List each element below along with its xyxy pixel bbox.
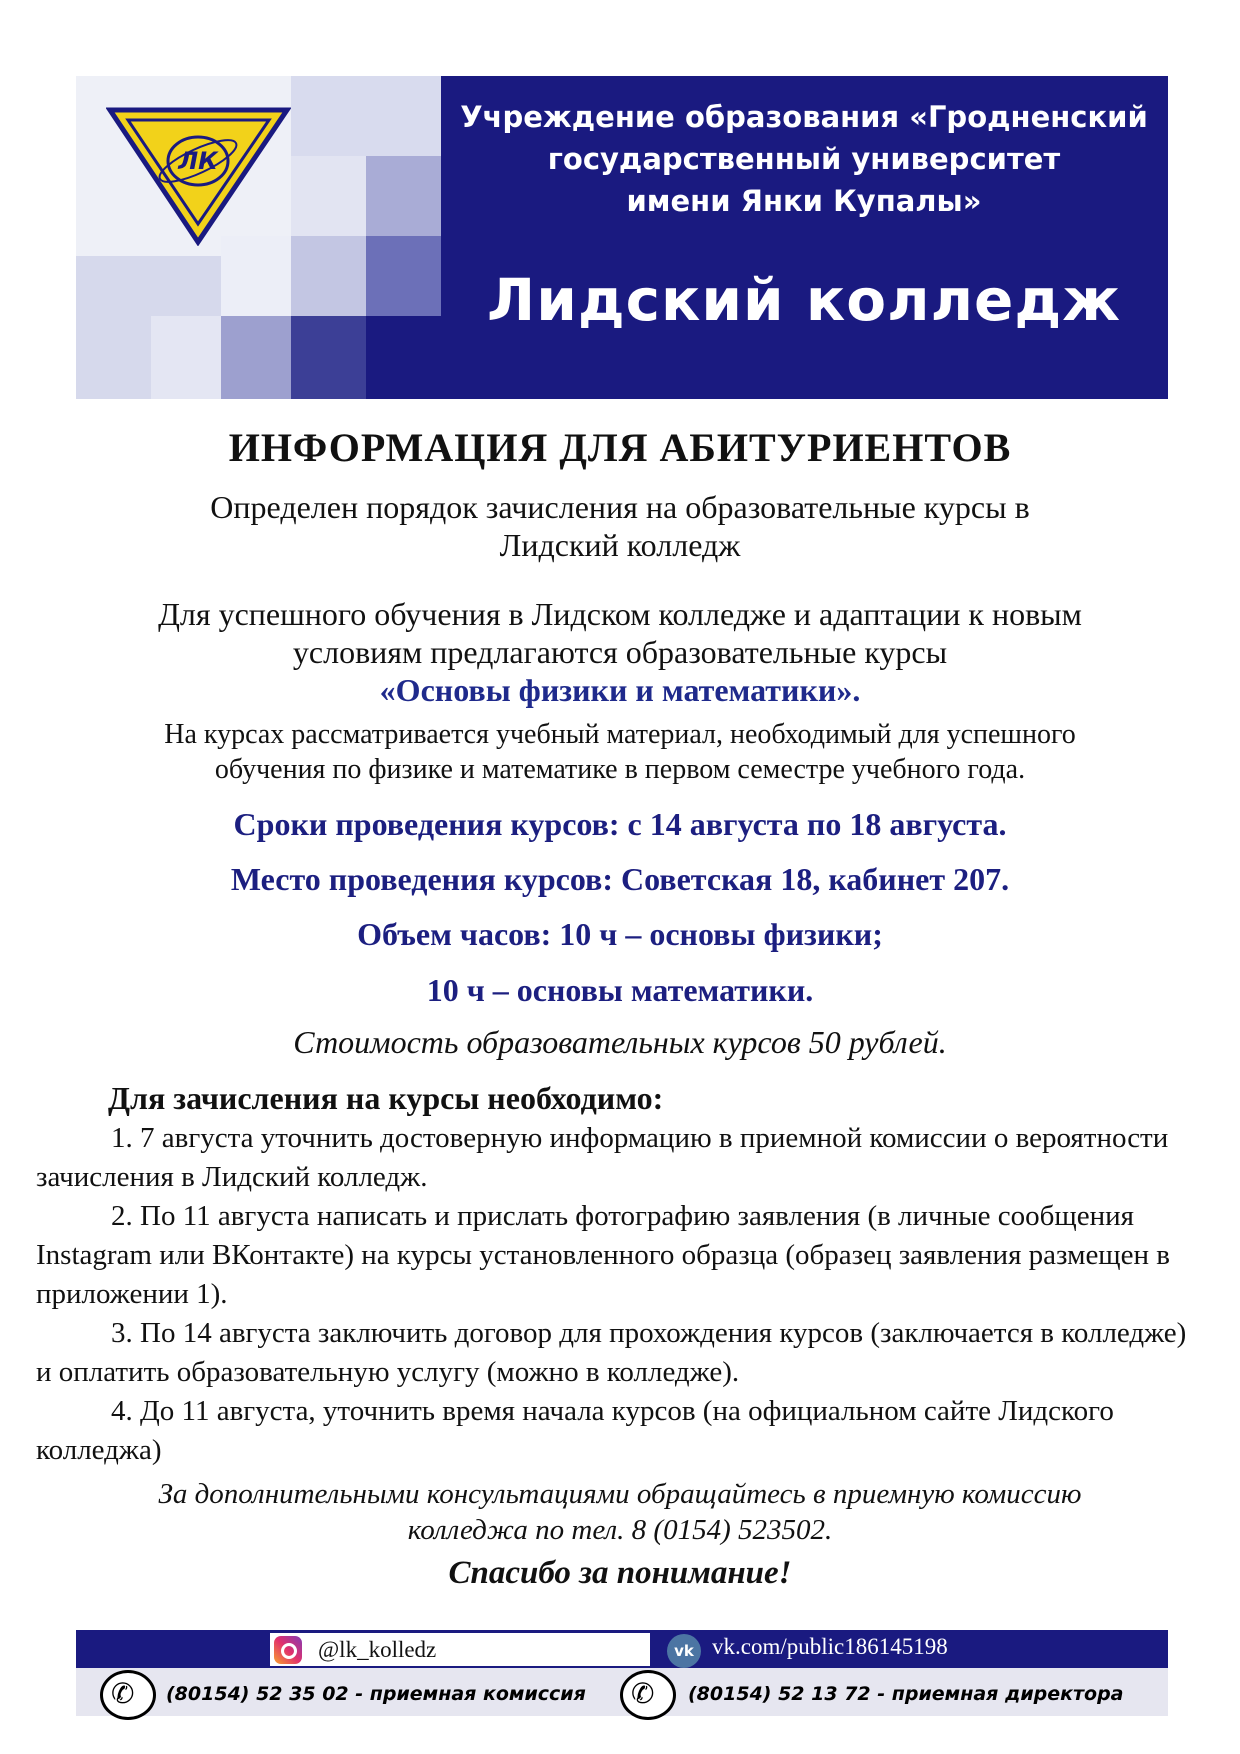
institution-title-line: имени Янки Купалы» xyxy=(626,184,982,218)
phone-director: (80154) 52 13 72 - приемная директора xyxy=(688,1683,1124,1705)
course-hours-math: 10 ч – основы математики. xyxy=(426,972,814,1008)
requirement-item: 4. До 11 августа, уточнить время начала курсов (на официальном сайте Лидского колледжа) xyxy=(36,1395,1114,1466)
college-logo xyxy=(106,106,291,246)
description-line: На курсах рассматривается учебный материал, необходимый для успешного xyxy=(164,719,1076,750)
logo-text: ЛК xyxy=(178,147,218,175)
phone-admissions: (80154) 52 35 02 - приемная комиссия xyxy=(166,1683,586,1705)
offer-text xyxy=(0,595,1240,709)
college-name: Лидский колледж xyxy=(487,266,1121,334)
consultation-line: За дополнительными консультациями обращайтесь в приемную комиссию xyxy=(158,1478,1082,1510)
intro-line: Лидский колледж xyxy=(499,527,741,563)
thanks-text: Спасибо за понимание! xyxy=(448,1555,792,1591)
institution-title-line: Учреждение образования «Гродненский xyxy=(460,100,1148,134)
course-place: Место проведения курсов: Советская 18, кабинет 207. xyxy=(230,861,1010,897)
course-dates: Сроки проведения курсов: с 14 августа по 18 августа. xyxy=(233,806,1007,842)
offer-line: условиям предлагаются образовательные курсы xyxy=(292,634,948,670)
requirement-item: 2. По 11 августа написать и прислать фотографию заявления (в личные сообщения Instagram или ВКонтакте) на курсы установленного образца (образец заявления размещен в приложении 1). xyxy=(36,1200,1170,1310)
vk-link[interactable]: vk.com/public186145198 xyxy=(712,1634,948,1659)
requirement-item: 1. 7 августа уточнить достоверную информацию в приемной комиссии о вероятности зачисления в Лидский колледж. xyxy=(36,1122,1169,1193)
description-line: обучения по физике и математике в первом семестре учебного года. xyxy=(214,754,1026,785)
phone-icon: ✆ xyxy=(620,1670,676,1720)
consultation-line: колледжа по тел. 8 (0154) 523502. xyxy=(407,1514,833,1546)
institution-title xyxy=(454,96,1154,222)
consultation-note xyxy=(0,1476,1240,1548)
instagram-icon xyxy=(274,1636,302,1664)
institution-title-line: государственный университет xyxy=(547,142,1061,176)
vk-icon: vk xyxy=(667,1634,701,1668)
instagram-handle[interactable]: @lk_kolledz xyxy=(318,1637,437,1662)
requirements-heading: Для зачисления на курсы необходимо: xyxy=(108,1080,664,1116)
requirement-item: 3. По 14 августа заключить договор для прохождения курсов (заключается в колледже) и оплатить образовательную услугу (можно в колледже). xyxy=(36,1317,1187,1388)
course-hours-physics: Объем часов: 10 ч – основы физики; xyxy=(357,916,883,952)
phone-icon: ✆ xyxy=(100,1670,156,1720)
course-description xyxy=(0,717,1240,787)
requirements-list xyxy=(36,1119,1206,1470)
page-title: ИНФОРМАЦИЯ ДЛЯ АБИТУРИЕНТОВ xyxy=(228,425,1012,470)
course-cost: Стоимость образовательных курсов 50 рублей. xyxy=(293,1024,947,1060)
intro-text xyxy=(0,488,1240,564)
header-banner xyxy=(76,76,1168,399)
offer-line: Для успешного обучения в Лидском колледже и адаптации к новым xyxy=(158,596,1082,632)
intro-line: Определен порядок зачисления на образовательные курсы в xyxy=(210,489,1030,525)
course-name: «Основы физики и математики». xyxy=(379,672,861,708)
